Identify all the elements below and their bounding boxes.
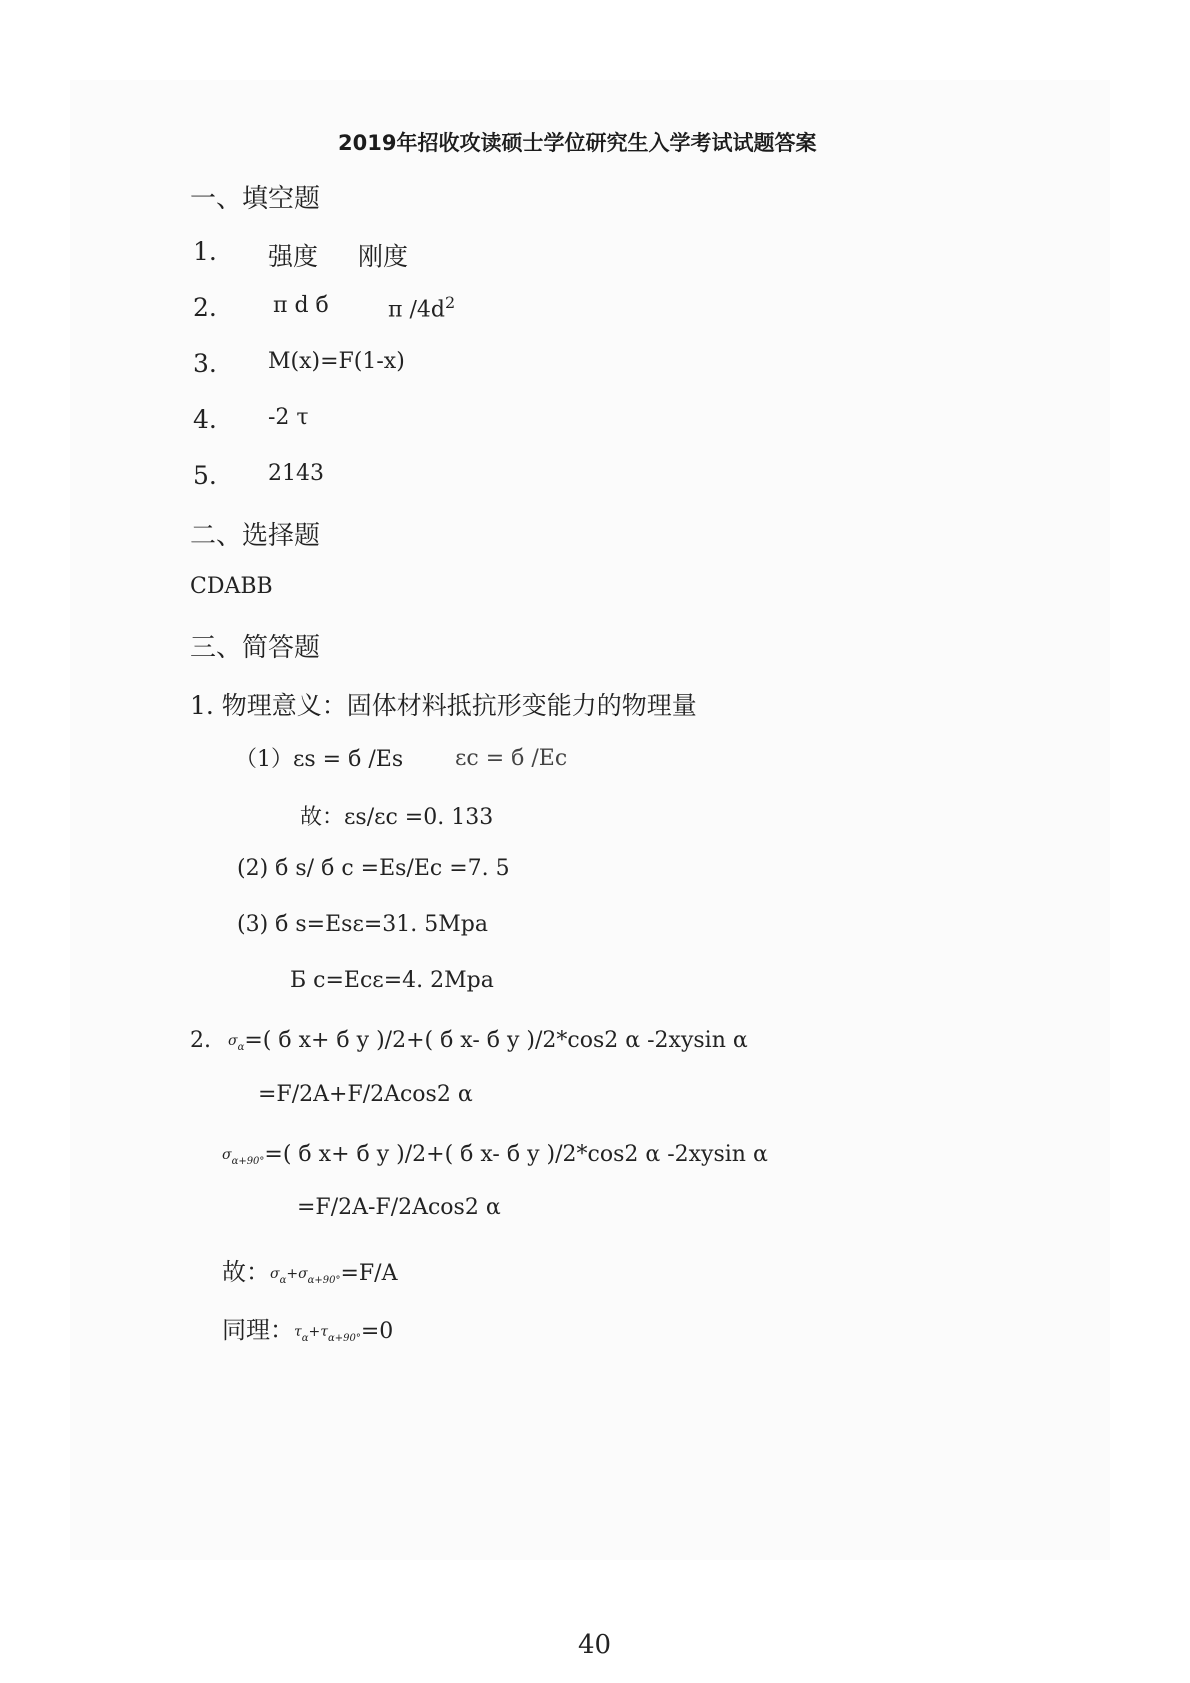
- item-answer-b: π $/4d^2$: [388, 293, 456, 323]
- subscript: α+90°: [328, 1333, 361, 1344]
- item-answer-a: 强度: [268, 242, 319, 271]
- choice-answers: CDABB: [190, 574, 273, 599]
- fill-item-1: [193, 237, 409, 271]
- formula-text: =( б x+ б y )/2+( б x- б y )/2*cos2 α -2xysin α: [244, 1028, 748, 1053]
- section-3-heading: 三、简答题: [190, 633, 321, 663]
- subscript: α: [237, 1042, 245, 1053]
- item-answer-a: -2 τ: [268, 405, 309, 430]
- q1-part3: (3) б s=Esε=31. 5Mpa: [237, 912, 489, 937]
- q2-line-2: =F/2A+F/2Acos2 α: [258, 1082, 473, 1107]
- sigma-symbol: σ: [228, 1033, 238, 1049]
- item-number: 5.: [193, 461, 217, 490]
- sigma-symbol: σ: [298, 1266, 308, 1282]
- tongli-label: 同理：: [222, 1316, 294, 1344]
- item-number: 1.: [193, 237, 217, 266]
- q1-intro: 1. 物理意义：固体材料抵抗形变能力的物理量: [190, 691, 697, 720]
- q1-part3b: Б c=Ecε=4. 2Mpa: [290, 968, 494, 993]
- q1-part1-ratio: 故：εs/εc =0. 133: [300, 805, 494, 830]
- item-answer-a: 2143: [268, 461, 324, 486]
- plus-sign: +: [286, 1266, 299, 1282]
- q2-line-1: [190, 1028, 748, 1053]
- item-number: 2.: [193, 293, 217, 322]
- q1-part1-strain-s: （1）εs = б /Es: [235, 747, 404, 772]
- result-text: =F/A: [340, 1261, 398, 1286]
- subscript: α: [301, 1333, 309, 1344]
- item-number: 4.: [193, 405, 217, 434]
- tau-symbol: τ: [294, 1324, 302, 1340]
- q1-part2: (2) б s/ б c =Es/Ec =7. 5: [237, 856, 510, 881]
- item-answer-a: π d б: [273, 293, 329, 318]
- fill-item-4: [193, 405, 309, 434]
- subscript: α: [279, 1275, 287, 1286]
- q1-part1-strain-c: εc = б /Ec: [455, 746, 568, 771]
- result-text: =0: [360, 1319, 394, 1344]
- q2-line-4: =F/2A-F/2Acos2 α: [297, 1195, 501, 1220]
- fill-item-3: [193, 349, 405, 378]
- q2-conclusion-tau: [222, 1310, 393, 1345]
- gu-label: 故：: [222, 1258, 270, 1286]
- sigma-symbol: σ: [222, 1147, 232, 1163]
- section-2-heading: 二、选择题: [190, 521, 321, 551]
- subscript: α+90°: [307, 1275, 341, 1286]
- sigma-symbol: σ: [270, 1266, 280, 1282]
- item-number: 3.: [193, 349, 217, 378]
- question-number: 2.: [190, 1028, 211, 1053]
- q2-line-3: [222, 1142, 768, 1167]
- q2-conclusion-sigma: [222, 1252, 397, 1287]
- page-number: 40: [578, 1630, 612, 1660]
- plus-sign: +: [308, 1324, 321, 1340]
- subscript: α+90°: [231, 1156, 265, 1167]
- item-answer-a: M(x)=F(1-x): [268, 349, 405, 374]
- formula-text: =( б x+ б y )/2+( б x- б y )/2*cos2 α -2xysin α: [264, 1142, 768, 1167]
- tau-symbol: τ: [320, 1324, 328, 1340]
- section-1-heading: 一、填空题: [190, 184, 321, 214]
- item-answer-b: 刚度: [358, 242, 409, 271]
- exponent: 2: [444, 293, 456, 312]
- page-title: 2019年招收攻读硕士学位研究生入学考试试题答案: [338, 131, 817, 155]
- fill-item-5: [193, 461, 324, 490]
- fill-item-2: [193, 293, 456, 323]
